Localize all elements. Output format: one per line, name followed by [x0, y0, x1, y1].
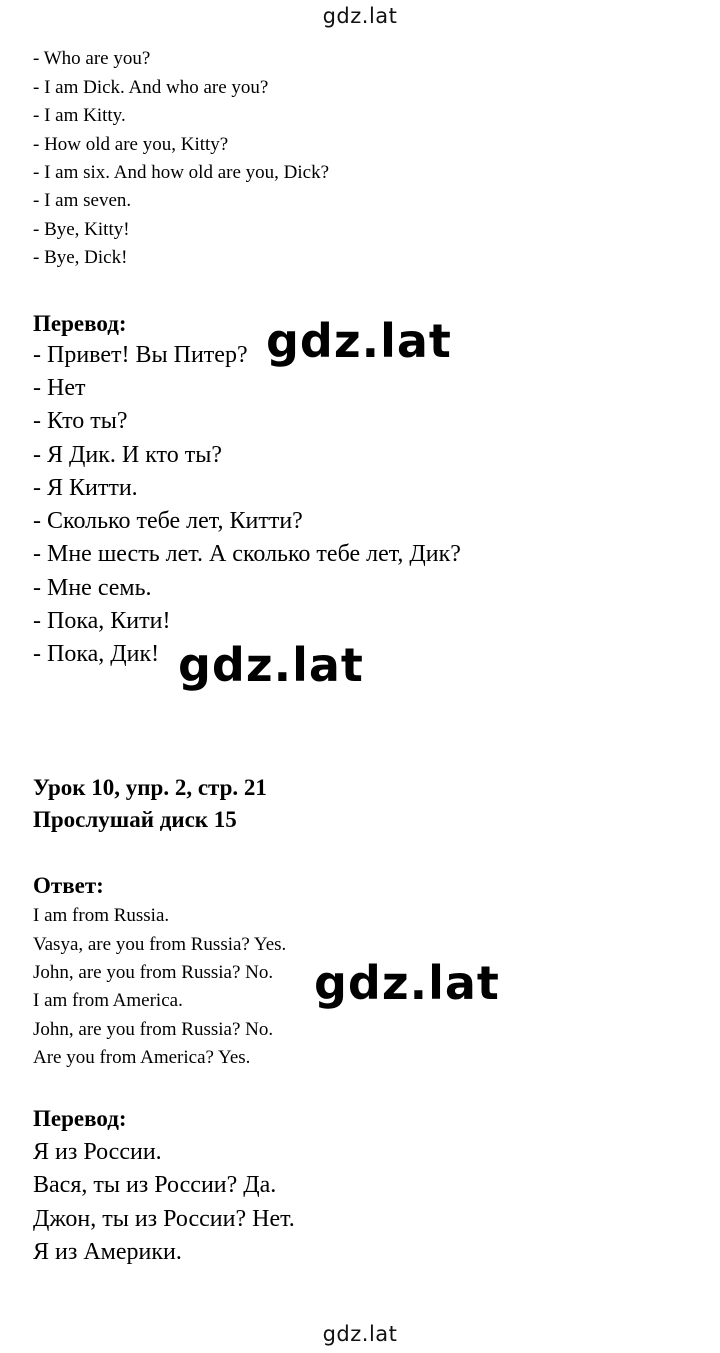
- answer-line: Vasya, are you from Russia? Yes.: [33, 934, 287, 955]
- translation-line: - Нет: [33, 375, 86, 401]
- dialogue-line: - I am Kitty.: [33, 105, 126, 126]
- translation-heading: Перевод:: [33, 311, 127, 336]
- translation-line: Я из Америки.: [33, 1239, 182, 1265]
- dialogue-line: - Who are you?: [33, 48, 151, 69]
- dialogue-line: - I am seven.: [33, 190, 132, 211]
- translation-line: - Я Дик. И кто ты?: [33, 442, 222, 468]
- answer-heading: Ответ:: [33, 873, 104, 898]
- answer-line: John, are you from Russia? No.: [33, 962, 274, 983]
- translation-line: - Привет! Вы Питер?: [33, 342, 248, 368]
- translation-line: - Я Китти.: [33, 475, 138, 501]
- answer-line: John, are you from Russia? No.: [33, 1019, 274, 1040]
- translation-line: Вася, ты из России? Да.: [33, 1172, 277, 1198]
- dialogue-line: - I am Dick. And who are you?: [33, 77, 269, 98]
- dialogue-line: - I am six. And how old are you, Dick?: [33, 162, 330, 183]
- watermark-large: gdz.lat: [314, 956, 500, 1010]
- translation-heading: Перевод:: [33, 1106, 127, 1131]
- translation-line: - Пока, Кити!: [33, 608, 171, 634]
- translation-line: - Мне шесть лет. А сколько тебе лет, Дик?: [33, 541, 461, 567]
- answer-line: I am from Russia.: [33, 905, 170, 926]
- dialogue-line: - How old are you, Kitty?: [33, 134, 229, 155]
- translation-line: - Кто ты?: [33, 408, 128, 434]
- lesson-subtitle: Прослушай диск 15: [33, 807, 237, 832]
- answer-line: Are you from America? Yes.: [33, 1047, 251, 1068]
- lesson-title: Урок 10, упр. 2, стр. 21: [33, 775, 267, 800]
- dialogue-line: - Bye, Kitty!: [33, 219, 130, 240]
- translation-line: - Сколько тебе лет, Китти?: [33, 508, 303, 534]
- dialogue-line: - Bye, Dick!: [33, 247, 128, 268]
- watermark-large: gdz.lat: [178, 638, 364, 692]
- translation-line: - Мне семь.: [33, 575, 152, 601]
- watermark-bottom: gdz.lat: [322, 1322, 398, 1346]
- watermark-top: gdz.lat: [322, 4, 398, 28]
- translation-line: Джон, ты из России? Нет.: [33, 1206, 295, 1232]
- answer-line: I am from America.: [33, 990, 183, 1011]
- watermark-large: gdz.lat: [266, 314, 452, 368]
- translation-line: - Пока, Дик!: [33, 641, 160, 667]
- translation-line: Я из России.: [33, 1139, 162, 1165]
